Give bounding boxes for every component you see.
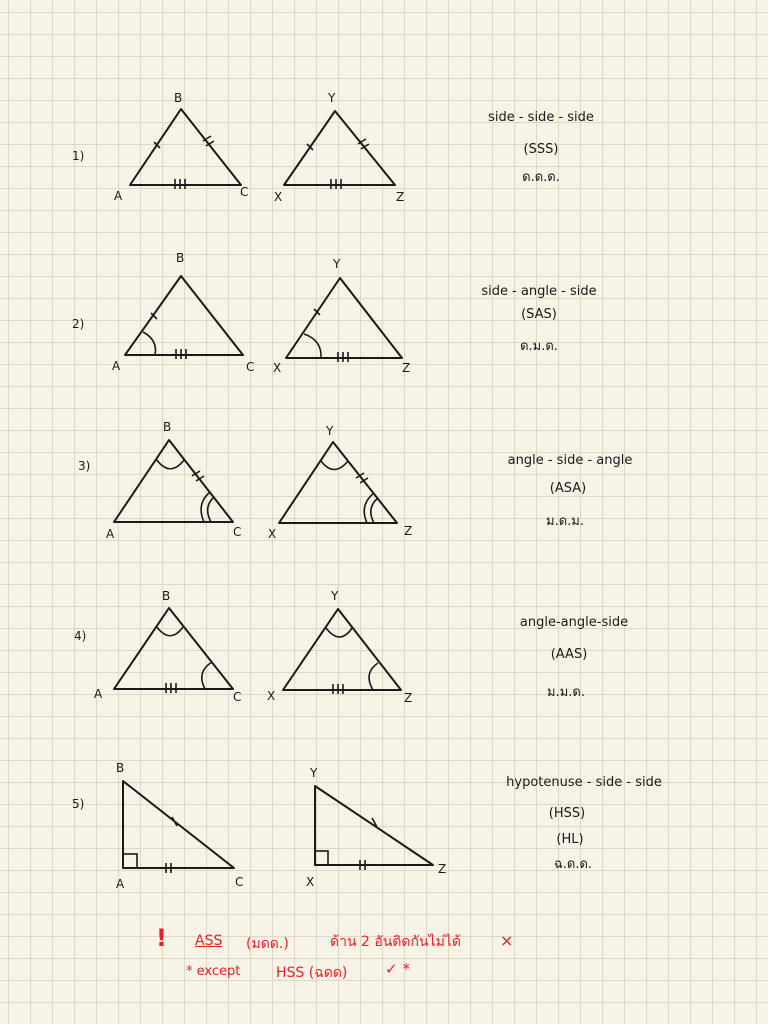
theorem-abbr: (SAS) [521,307,557,322]
right-angle-mark [123,854,137,868]
vertex-label: Z [402,361,411,375]
theorem-thai: ม.ด.ม. [546,514,584,529]
triangle-xyz [286,278,402,358]
vertex-label: B [163,420,172,434]
triangle-xyz [315,786,433,865]
theorem-thai: ด.ม.ด. [520,339,558,354]
vertex-label: Y [331,589,339,603]
hss-label: HSS (ฉดด) [276,965,348,981]
vertex-label: C [235,875,244,889]
except-label: * except [186,964,241,979]
vertex-label: X [268,527,277,541]
angle-arc [321,461,348,470]
triangle-xyz [279,442,397,523]
vertex-label: B [174,91,183,105]
theorem-name: angle-angle-side [519,615,629,630]
vertex-label: A [112,359,121,373]
row-number: 2) [72,317,85,331]
vertex-label: Y [333,257,341,271]
ass-label: ASS [195,933,223,949]
ass-note-text: ด้าน 2 อันติดกันไม่ได้ [330,934,461,950]
theorem-abbr: (HSS) [548,806,586,821]
angle-arc [156,459,184,469]
vertex-label: Z [438,862,447,876]
vertex-label: B [176,251,185,265]
row-number: 4) [74,629,87,643]
angle-arc [304,334,321,358]
row-number: 5) [72,797,85,811]
vertex-label: A [114,189,123,203]
theorem-name: angle - side - angle [507,453,633,468]
cross-icon: × [500,931,514,950]
vertex-label: Z [404,691,413,705]
vertex-label: A [94,687,103,701]
exclamation-icon: ! [156,924,167,952]
theorem-name: side - angle - side [481,284,597,299]
triangle-abc [130,109,241,185]
row-number: 3) [78,459,91,473]
vertex-label: X [274,190,283,204]
vertex-label: B [116,761,125,775]
angle-arc [208,497,214,522]
vertex-label: Y [328,91,336,105]
vertex-label: Y [326,424,334,438]
vertex-label: C [233,690,242,704]
right-angle-mark [315,851,328,865]
theorem-abbr2: (HL) [556,832,584,847]
angle-arc [371,498,378,523]
triangle-xyz [283,609,401,690]
vertex-label: C [246,360,255,374]
angle-arc [156,626,183,636]
theorem-thai: ฉ.ด.ด. [553,857,593,872]
vertex-label: C [240,185,249,199]
theorem-thai: ด.ด.ด. [522,170,560,185]
vertex-label: Z [396,190,405,204]
triangle-abc [123,781,234,868]
vertex-label: Y [310,766,318,780]
vertex-label: C [233,525,242,539]
ass-thai-label: (มดด.) [246,936,289,952]
angle-arc [369,663,378,690]
theorem-abbr: (AAS) [550,647,588,662]
vertex-label: X [306,875,315,889]
vertex-label: Z [404,524,413,538]
vertex-label: X [273,361,282,375]
triangle-abc [114,440,233,522]
triangle-xyz [284,111,395,185]
row-number: 1) [72,149,85,163]
theorem-thai: ม.ม.ด. [547,685,585,700]
vertex-label: A [116,877,125,891]
theorem-name: hypotenuse - side - side [506,775,662,790]
triangle-abc [125,276,243,355]
angle-arc [202,662,212,689]
theorem-abbr: (SSS) [523,142,559,157]
angle-arc [326,628,352,637]
vertex-label: A [106,527,115,541]
theorem-abbr: (ASA) [549,481,587,496]
theorem-name: side - side - side [488,110,594,125]
check-icon: ✓ * [385,960,410,978]
angle-arc [143,332,156,355]
vertex-label: B [162,589,171,603]
triangle-abc [114,608,233,689]
vertex-label: X [267,689,276,703]
